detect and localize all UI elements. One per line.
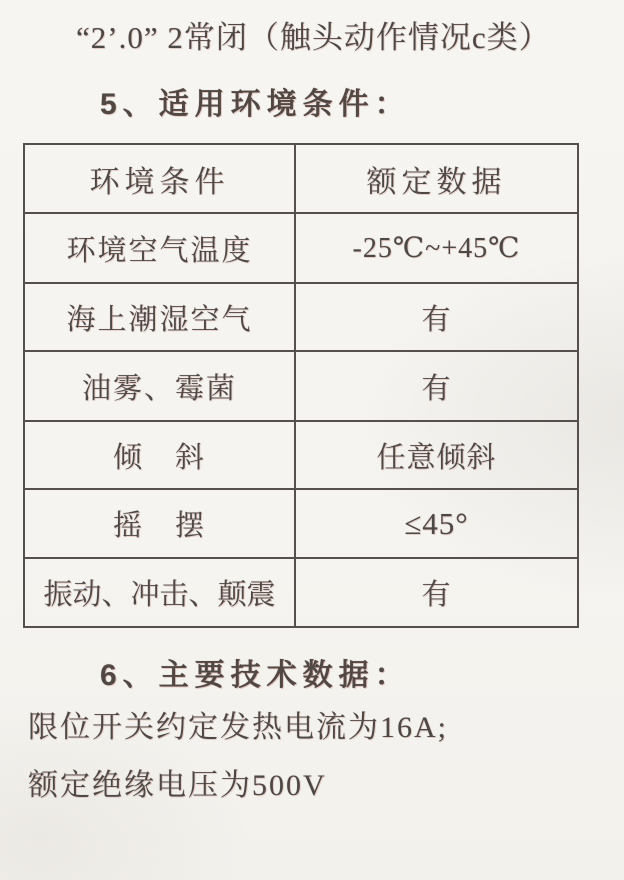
table-row	[25, 422, 577, 490]
cell-value: -25℃~+45℃	[352, 233, 521, 264]
top-caption: “2’.0” 2常闭（触头动作情况c类）	[76, 20, 551, 55]
cell-value: 有	[421, 303, 452, 336]
cell-condition: 环境空气温度	[25, 214, 296, 282]
cell-condition: 海上潮湿空气	[25, 284, 296, 350]
cell-condition: 倾 斜	[25, 422, 296, 488]
tech-data-line-2: 额定绝缘电压为500V	[28, 769, 327, 802]
cell-condition: 油雾、霉菌	[25, 352, 296, 420]
header-cell-condition: 环境条件	[25, 145, 296, 212]
header-cell-rating: 额定数据	[366, 165, 507, 199]
cell-value: 任意倾斜	[376, 441, 497, 474]
section-6-heading: 6、主要技术数据：	[100, 659, 411, 692]
cell-value: ≤45°	[404, 505, 469, 541]
cell-condition: 摇 摆	[25, 490, 296, 557]
table-header-row	[25, 145, 577, 214]
cell-value: 有	[421, 579, 452, 611]
env-conditions-table	[23, 143, 579, 628]
cell-condition: 振动、冲击、颠震	[25, 559, 296, 626]
table-row	[25, 214, 577, 284]
table-row	[25, 559, 577, 626]
table-row	[25, 352, 577, 422]
cell-value: 有	[421, 372, 452, 405]
section-5-heading: 5、适用环境条件：	[100, 88, 411, 121]
table-row	[25, 284, 577, 352]
tech-data-line-1: 限位开关约定发热电流为16A;	[28, 711, 448, 744]
table-row	[25, 490, 577, 559]
